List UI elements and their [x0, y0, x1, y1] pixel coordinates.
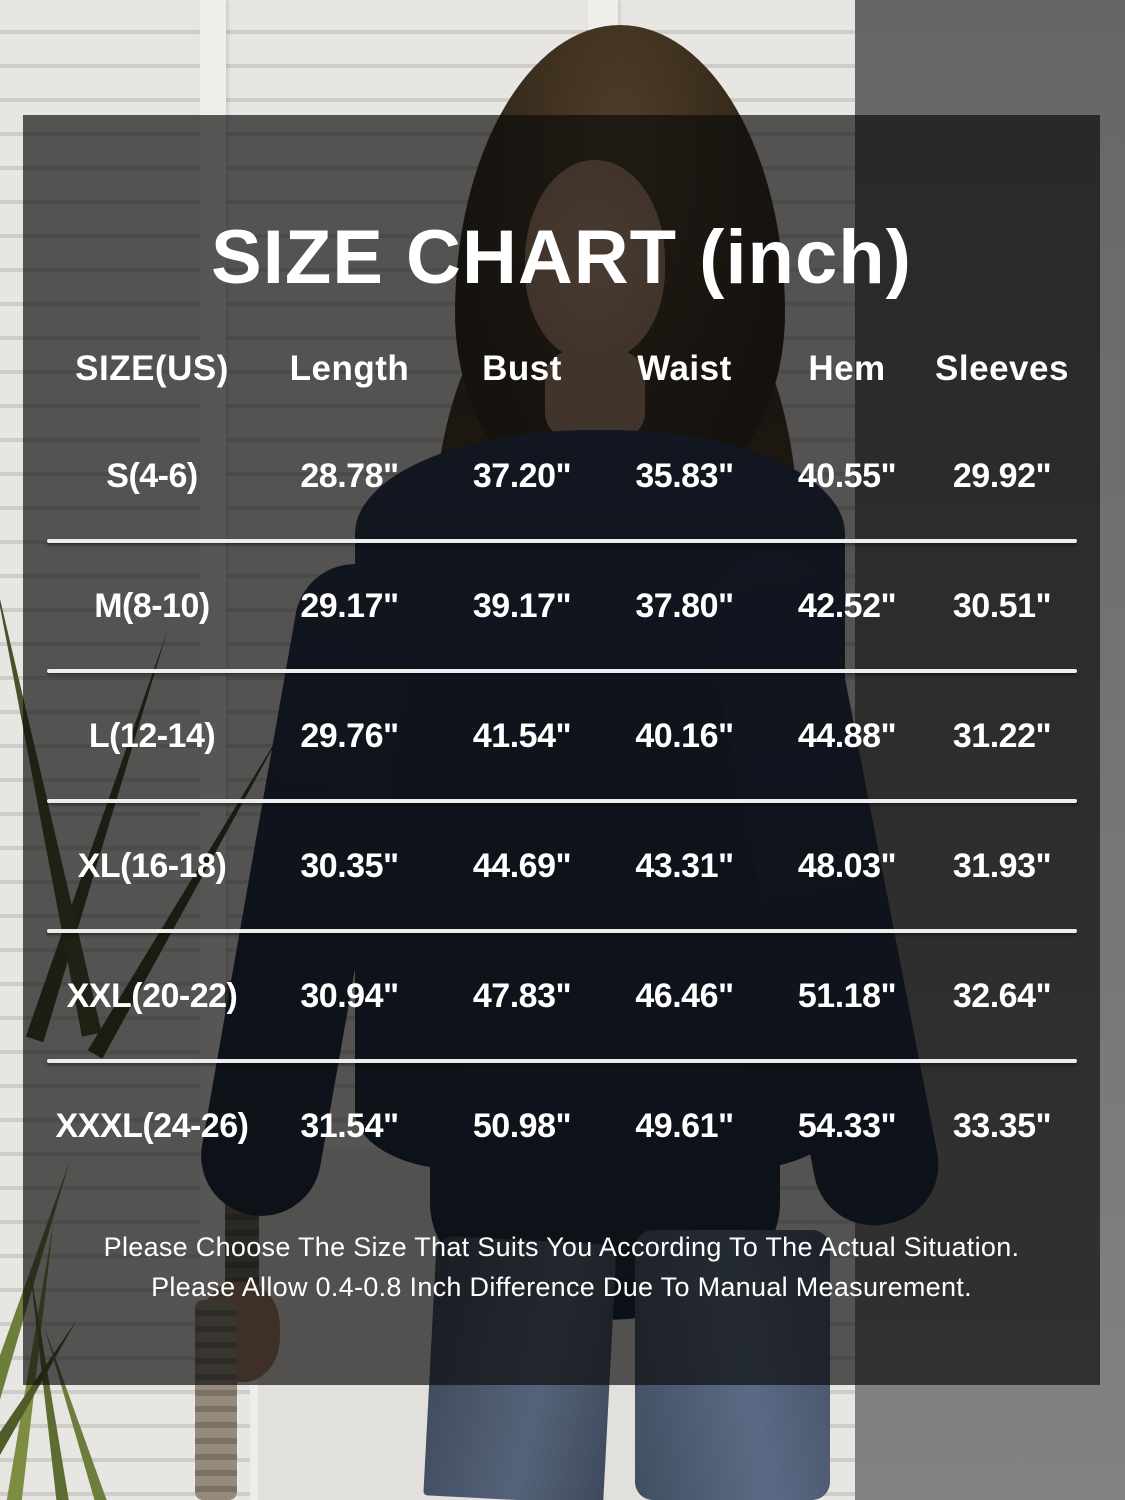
- measurement-cell: 29.76": [300, 716, 399, 755]
- measurement-cell: 50.98": [472, 1106, 572, 1145]
- measurement-cell: 42.52": [797, 586, 897, 625]
- page-title: SIZE CHART (inch): [211, 215, 912, 300]
- size-label: XL(16-18): [77, 846, 227, 885]
- measurement-cell: 37.80": [635, 586, 734, 625]
- size-label: XXXL(24-26): [55, 1106, 249, 1145]
- measurement-cell: 54.33": [797, 1106, 897, 1145]
- measurement-note-line2: Please Allow 0.4-0.8 Inch Difference Due To Manual Measurement.: [151, 1272, 972, 1302]
- measurement-cell: 41.54": [472, 716, 572, 755]
- column-header-hem: Hem: [808, 349, 886, 388]
- measurement-cell: 31.54": [300, 1106, 399, 1145]
- measurement-cell: 46.46": [635, 976, 734, 1015]
- measurement-cell: 47.83": [472, 976, 572, 1015]
- column-header-bust: Bust: [482, 349, 562, 388]
- measurement-cell: 35.83": [635, 456, 734, 495]
- column-header-size: SIZE(US): [75, 349, 229, 388]
- measurement-cell: 31.93": [952, 846, 1052, 885]
- measurement-cell: 44.88": [797, 716, 897, 755]
- chart-overlay-panel: [23, 115, 1100, 1385]
- measurement-cell: 44.69": [472, 846, 572, 885]
- measurement-cell: 40.55": [797, 456, 897, 495]
- column-header-waist: Waist: [637, 349, 732, 388]
- measurement-cell: 30.94": [300, 976, 399, 1015]
- measurement-cell: 33.35": [952, 1106, 1052, 1145]
- measurement-cell: 49.61": [635, 1106, 734, 1145]
- measurement-cell: 51.18": [797, 976, 897, 1015]
- size-table: [47, 325, 1077, 1189]
- measurement-cell: 30.51": [952, 586, 1052, 625]
- size-label: XXL(20-22): [66, 976, 238, 1015]
- measurement-cell: 31.22": [952, 716, 1052, 755]
- measurement-cell: 32.64": [952, 976, 1052, 1015]
- measurement-note: [23, 1227, 1100, 1307]
- size-label: L(12-14): [88, 716, 216, 755]
- column-header-length: Length: [289, 349, 410, 388]
- measurement-cell: 28.78": [300, 456, 399, 495]
- measurement-cell: 43.31": [635, 846, 734, 885]
- measurement-cell: 40.16": [635, 716, 734, 755]
- size-label: S(4-6): [106, 456, 198, 495]
- measurement-cell: 30.35": [300, 846, 399, 885]
- measurement-cell: 37.20": [472, 456, 572, 495]
- measurement-cell: 29.17": [300, 586, 399, 625]
- measurement-note-line1: Please Choose The Size That Suits You According To The Actual Situation.: [103, 1232, 1020, 1262]
- size-label: M(8-10): [94, 586, 210, 625]
- measurement-cell: 39.17": [472, 586, 572, 625]
- measurement-cell: 29.92": [952, 456, 1052, 495]
- measurement-cell: 48.03": [797, 846, 897, 885]
- column-header-sleeves: Sleeves: [935, 349, 1069, 388]
